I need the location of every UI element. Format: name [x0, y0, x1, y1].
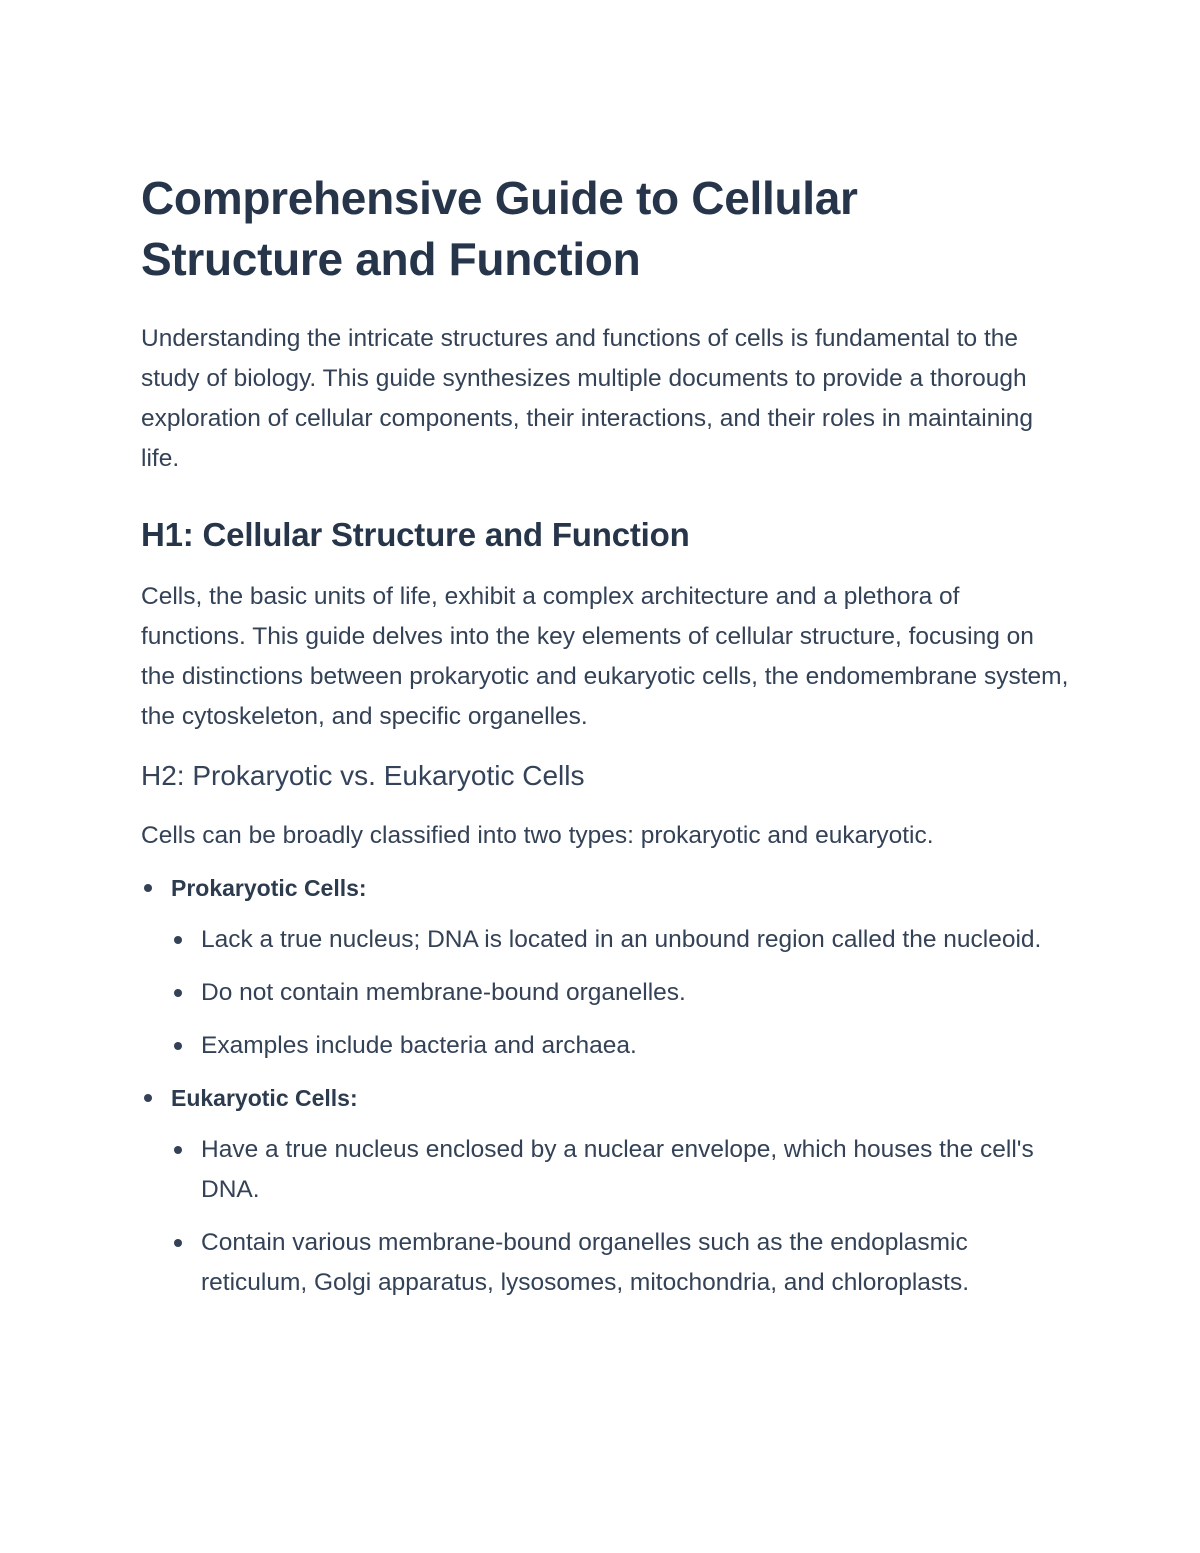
bullet-icon: [174, 989, 182, 997]
bullet-icon: [174, 1042, 182, 1050]
list-item: [171, 973, 1071, 1013]
intro-paragraph: Understanding the intricate structures and functions of cells is fundamental to the study of biology. This guide synthesizes multiple documents to provide a thorough exploration of cellular components, their interactions, and their roles in maintaining life.: [141, 325, 1034, 472]
list-item: [171, 1223, 1071, 1303]
list-item-text: Contain various membrane-bound organelles such as the endoplasmic reticulum, Golgi apparatus, lysosomes, mitochondria, and chloroplasts.: [201, 1229, 970, 1296]
list-item-text: Examples include bacteria and archaea.: [201, 1032, 637, 1059]
list-item-text: Have a true nucleus enclosed by a nuclear envelope, which houses the cell's DNA.: [201, 1136, 1034, 1203]
bullet-icon: [174, 936, 182, 944]
list-item-text: Lack a true nucleus; DNA is located in an unbound region called the nucleoid.: [201, 926, 1042, 953]
document-title: Comprehensive Guide to Cellular Structure and Function: [141, 172, 858, 285]
bullet-icon: [144, 1094, 152, 1102]
list-item: [171, 920, 1071, 960]
list-item-text: Do not contain membrane-bound organelles.: [201, 979, 686, 1006]
section-heading-cellular-structure: H1: Cellular Structure and Function: [141, 516, 690, 553]
list-item-label: Eukaryotic Cells:: [171, 1085, 358, 1111]
section-heading-prokaryotic-vs-eukaryotic: H2: Prokaryotic vs. Eukaryotic Cells: [141, 760, 585, 791]
bullet-icon: [174, 1239, 182, 1247]
cell-type-list: [141, 868, 1071, 1303]
list-item: [171, 1130, 1071, 1210]
eukaryotic-sublist: [171, 1130, 1071, 1303]
prokaryotic-sublist: [171, 920, 1071, 1066]
list-item-eukaryotic: [141, 1078, 1071, 1303]
bullet-icon: [174, 1146, 182, 1154]
list-item-prokaryotic: [141, 868, 1071, 1066]
list-item: [171, 1026, 1071, 1066]
document-page: [141, 168, 1071, 1303]
section-paragraph-cell-types: Cells can be broadly classified into two types: prokaryotic and eukaryotic.: [141, 822, 934, 849]
section-paragraph-cellular-structure: Cells, the basic units of life, exhibit a complex architecture and a plethora of functions. This guide delves into the key elements of cellular structure, focusing on the distinctions between prokaryotic and eukaryotic cells, the endomembrane system, the cytoskeleton, and specific organelles.: [141, 583, 1069, 730]
list-item-label: Prokaryotic Cells:: [171, 875, 367, 901]
bullet-icon: [144, 884, 152, 892]
